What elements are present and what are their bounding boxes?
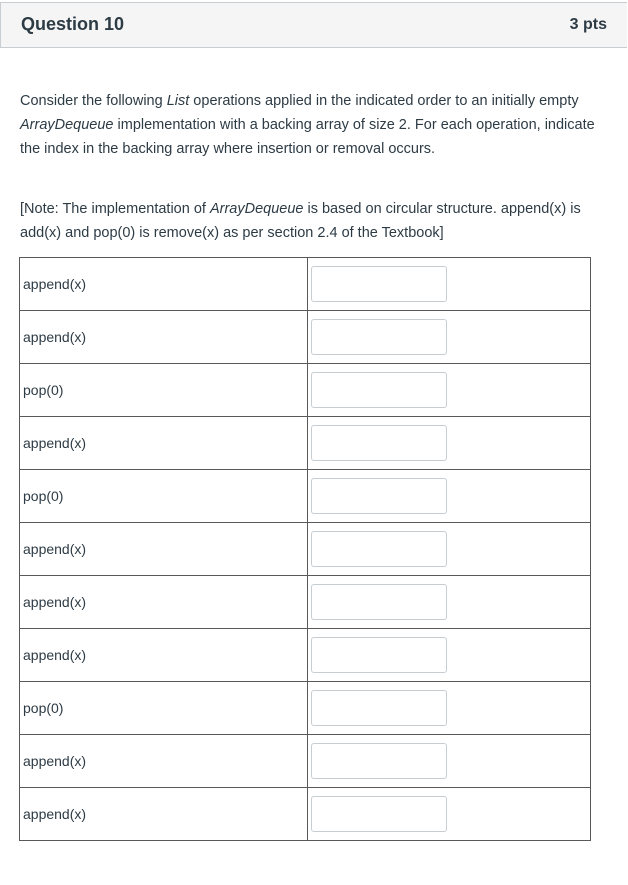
operation-label: append(x) <box>20 523 308 576</box>
prompt-text: implementation with a backing array of size 2. For each operation, indicate the index in the backing array where insertion or removal occurs. <box>20 117 595 157</box>
question-points: 3 pts <box>569 16 607 33</box>
prompt-text: operations applied in the indicated order to an initially empty <box>189 93 579 109</box>
question-prompt <box>20 89 600 161</box>
table-row <box>20 417 591 470</box>
answer-cell <box>308 576 591 629</box>
prompt-text: [Note: The implementation of <box>20 201 210 217</box>
answer-cell <box>308 629 591 682</box>
answer-input[interactable] <box>311 425 447 461</box>
table-row <box>20 629 591 682</box>
operation-label: append(x) <box>20 576 308 629</box>
answer-input[interactable] <box>311 319 447 355</box>
answer-input[interactable] <box>311 584 447 620</box>
answer-input[interactable] <box>311 743 447 779</box>
question-note <box>20 197 600 245</box>
answer-cell <box>308 417 591 470</box>
answer-cell <box>308 523 591 576</box>
answer-input[interactable] <box>311 478 447 514</box>
answer-input[interactable] <box>311 690 447 726</box>
table-row <box>20 258 591 311</box>
prompt-text: Consider the following <box>20 93 167 109</box>
operation-label: append(x) <box>20 788 308 841</box>
italic-term: ArrayDequeue <box>209 201 304 217</box>
answer-input[interactable] <box>311 531 447 567</box>
operation-label: append(x) <box>20 417 308 470</box>
answer-cell <box>308 258 591 311</box>
answer-cell <box>308 788 591 841</box>
operation-label: append(x) <box>20 629 308 682</box>
operation-label: append(x) <box>20 258 308 311</box>
answer-cell <box>308 682 591 735</box>
operation-label: pop(0) <box>20 470 308 523</box>
answer-input[interactable] <box>311 637 447 673</box>
answer-input[interactable] <box>311 372 447 408</box>
operation-label: pop(0) <box>20 682 308 735</box>
operations-table <box>19 257 591 841</box>
answer-cell <box>308 735 591 788</box>
table-row <box>20 364 591 417</box>
operation-label: pop(0) <box>20 364 308 417</box>
italic-term: List <box>166 93 190 109</box>
answer-cell <box>308 470 591 523</box>
prompt-text: is based on circular structure. append(x) is add(x) and pop(0) is remove(x) as per section 2.4 of the Textbook] <box>20 201 581 241</box>
operation-label: append(x) <box>20 735 308 788</box>
table-row <box>20 523 591 576</box>
answer-cell <box>308 311 591 364</box>
operation-label: append(x) <box>20 311 308 364</box>
table-row <box>20 788 591 841</box>
table-row <box>20 682 591 735</box>
answer-cell <box>308 364 591 417</box>
table-row <box>20 735 591 788</box>
italic-term: ArrayDequeue <box>20 117 114 133</box>
answer-input[interactable] <box>311 266 447 302</box>
table-row <box>20 576 591 629</box>
table-row <box>20 311 591 364</box>
table-row <box>20 470 591 523</box>
question-header <box>0 2 627 48</box>
answer-input[interactable] <box>311 796 447 832</box>
question-title: Question 10 <box>21 14 125 34</box>
